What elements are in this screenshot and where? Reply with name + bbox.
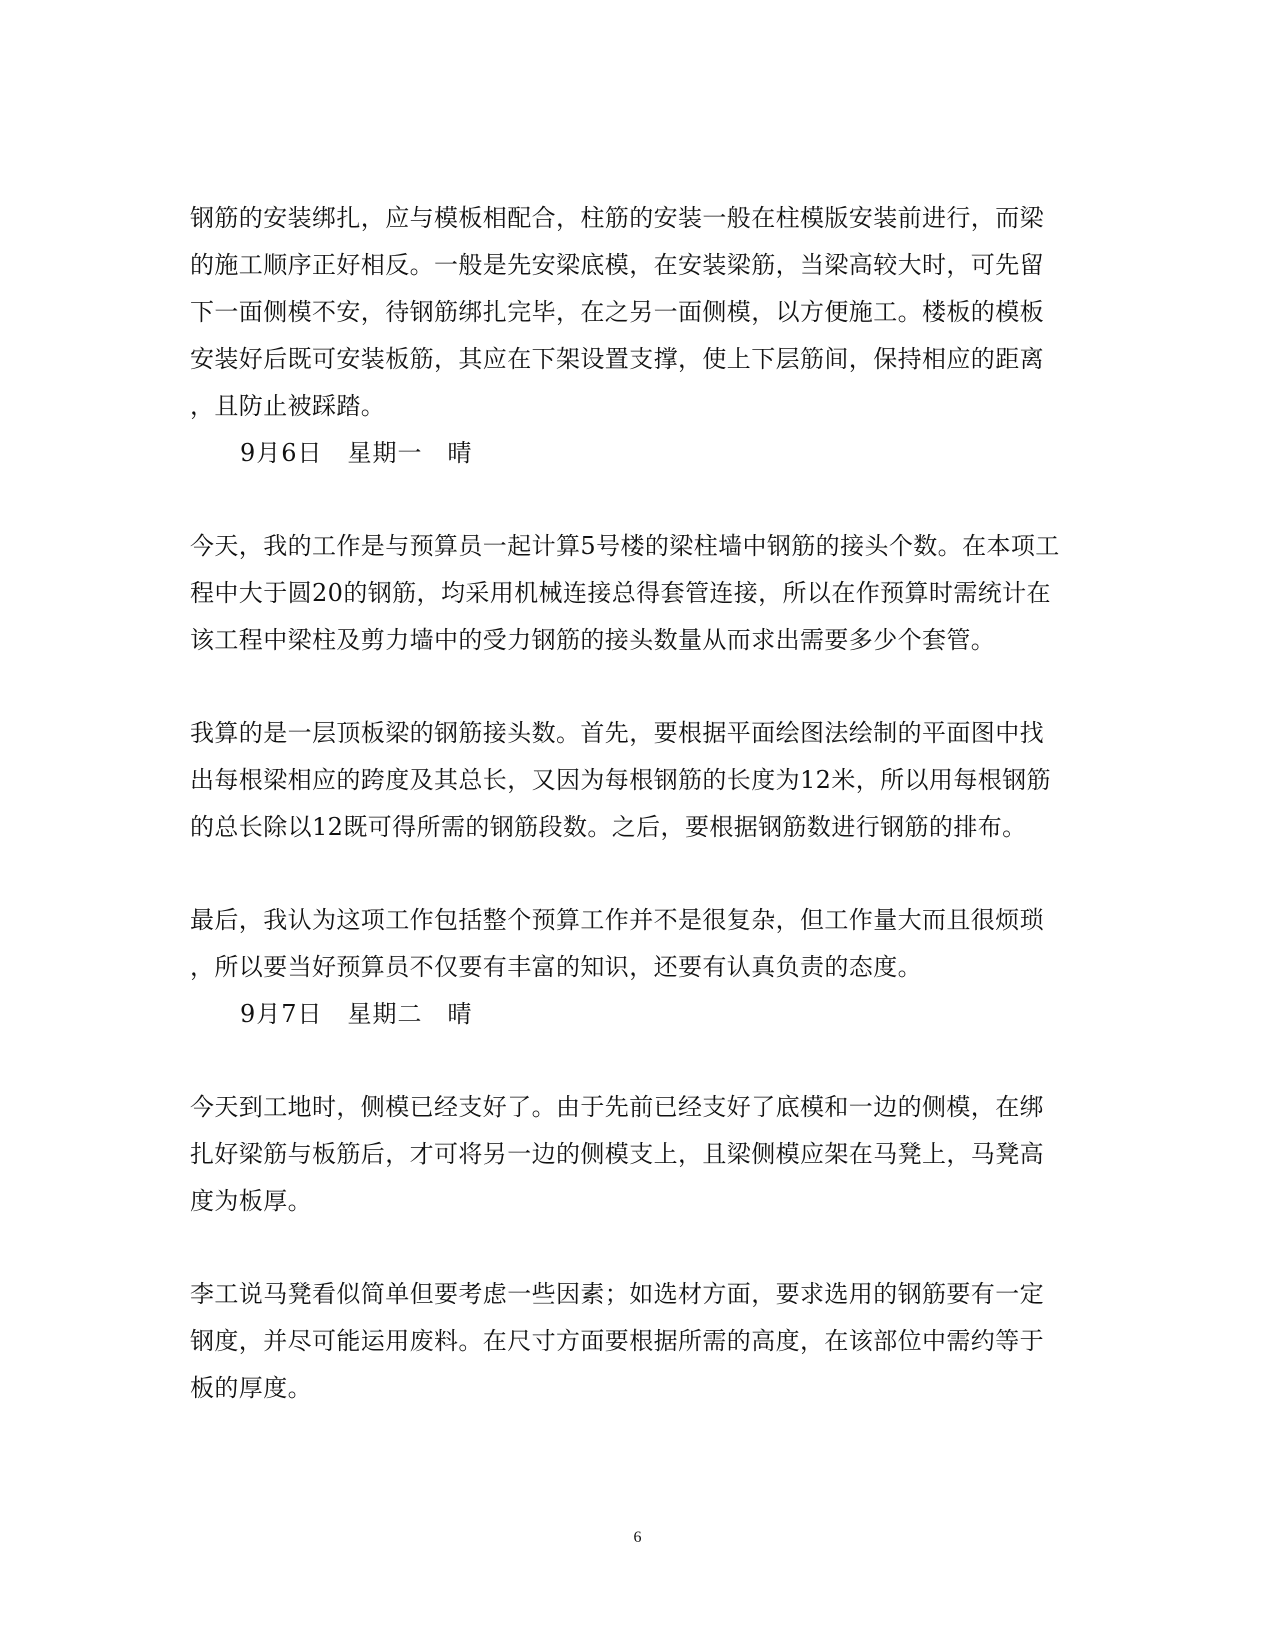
text-line: 钢筋的安装绑扎，应与模板相配合，柱筋的安装一般在柱模版安装前进行，而梁 [190, 204, 1044, 232]
text-line: 该工程中梁柱及剪力墙中的受力钢筋的接头数量从而求出需要多少个套管。 [190, 626, 996, 654]
text-line: 安装好后既可安装板筋，其应在下架设置支撑，使上下层筋间，保持相应的距离 [190, 345, 1044, 373]
page-number: 6 [633, 1529, 642, 1546]
text-line: 李工说马凳看似简单但要考虑一些因素；如选材方面，要求选用的钢筋要有一定 [190, 1280, 1044, 1308]
text-line: 最后，我认为这项工作包括整个预算工作并不是很复杂，但工作量大而且很烦琐 [190, 906, 1044, 934]
diary-date-heading: 9月6日 星期一 晴 [240, 439, 473, 467]
text-line: ，且防止被踩踏。 [190, 392, 386, 420]
text-line: 板的厚度。 [190, 1374, 312, 1402]
text-line: 我算的是一层顶板梁的钢筋接头数。首先，要根据平面绘图法绘制的平面图中找 [190, 719, 1044, 747]
text-line: 钢度，并尽可能运用废料。在尺寸方面要根据所需的高度，在该部位中需约等于 [190, 1327, 1044, 1355]
text-line: 下一面侧模不安，待钢筋绑扎完毕，在之另一面侧模，以方便施工。楼板的模板 [190, 298, 1044, 326]
text-line: 程中大于圆20的钢筋，均采用机械连接总得套管连接，所以在作预算时需统计在 [190, 579, 1051, 607]
text-line: 的总长除以12既可得所需的钢筋段数。之后，要根据钢筋数进行钢筋的排布。 [190, 813, 1027, 841]
text-line: 出每根梁相应的跨度及其总长，又因为每根钢筋的长度为12米，所以用每根钢筋 [190, 766, 1051, 794]
text-line: 的施工顺序正好相反。一般是先安梁底模，在安装梁筋，当梁高较大时，可先留 [190, 251, 1044, 279]
diary-date-heading: 9月7日 星期二 晴 [240, 1000, 473, 1028]
text-line: 今天，我的工作是与预算员一起计算5号楼的梁柱墙中钢筋的接头个数。在本项工 [190, 532, 1060, 560]
text-line: ，所以要当好预算员不仅要有丰富的知识，还要有认真负责的态度。 [190, 953, 922, 981]
text-line: 扎好梁筋与板筋后，才可将另一边的侧模支上，且梁侧模应架在马凳上，马凳高 [190, 1140, 1044, 1168]
text-line: 今天到工地时，侧模已经支好了。由于先前已经支好了底模和一边的侧模，在绑 [190, 1093, 1044, 1121]
text-line: 度为板厚。 [190, 1187, 312, 1215]
